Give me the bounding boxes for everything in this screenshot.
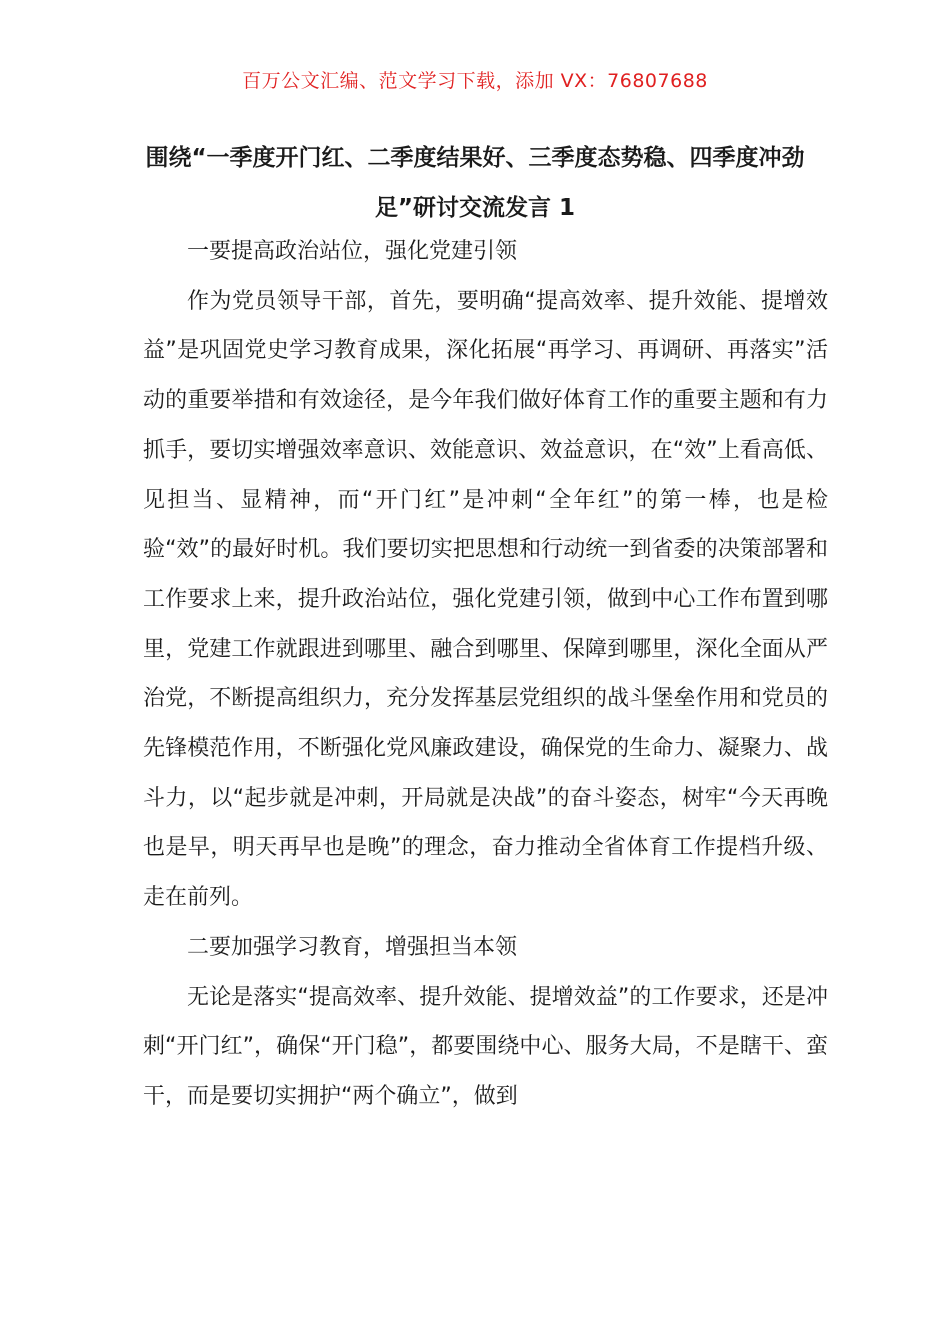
header-note: 百万公文汇编、范文学习下载，添加 VX：76807688 xyxy=(242,70,708,92)
section-paragraph-1: 作为党员领导干部，首先，要明确“提高效率、提升效能、提增效益”是巩固党史学习教育成果，深化拓展“再学习、再调研、再落实”活动的重要举措和有效途径，是今年我们做好体育工作的重要主题和有力抓手，要切实增强效率意识、效能意识、效益意识，在“效”上看高低、见担当、显精神，而“开门红”是冲刺“全年红”的第一棒，也是检验“效”的最好时机。我们要切实把思想和行动统一到省委的决策部署和工作要求上来，提升政治站位，强化党建引领，做到中心工作布置到哪里，党建工作就跟进到哪里、融合到哪里、保障到哪里，深化全面从严治党，不断提高组织力，充分发挥基层党组织的战斗堡垒作用和党员的先锋模范作用，不断强化党风廉政建设，确保党的生命力、凝聚力、战斗力，以“起步就是冲刺，开局就是决战”的奋斗姿态，树牢“今天再晚也是早，明天再早也是晚”的理念，奋力推动全省体育工作提档升级、走在前列。 xyxy=(143,288,828,911)
section-heading-1: 一要提高政治站位，强化党建引领 xyxy=(187,239,518,264)
document-title: 围绕“一季度开门红、二季度结果好、三季度态势稳、四季度冲劲足”研讨交流发言 1 xyxy=(145,145,805,221)
section-heading-2: 二要加强学习教育，增强担当本领 xyxy=(187,934,518,960)
document-body xyxy=(143,227,828,1122)
section-paragraph-2: 无论是落实“提高效率、提升效能、提增效益”的工作要求，还是冲刺“开门红”，确保“开门稳”，都要围绕中心、服务大局，不是瞎干、蛮干，而是要切实拥护“两个确立”，做到 xyxy=(143,984,828,1109)
